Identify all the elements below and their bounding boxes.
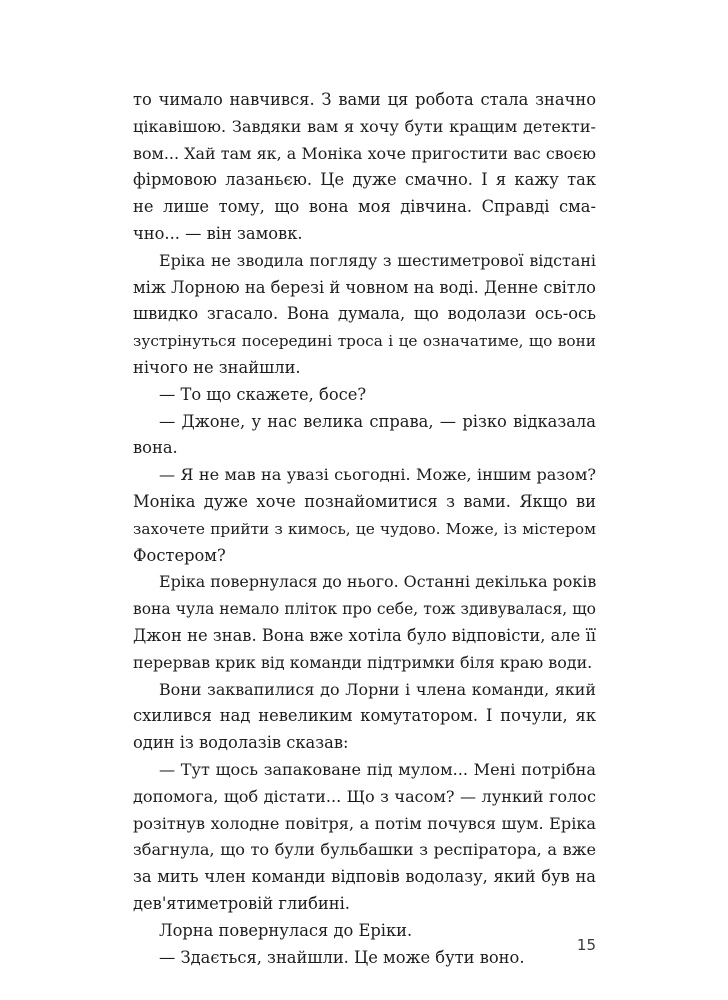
text-line: фірмовою лазаньєю. Це дуже смачно. І я кажу так — [133, 170, 596, 190]
text-line: Еріка повернулася до нього. Останні декілька років — [159, 572, 597, 592]
text-line: один із водолазів сказав: — [133, 733, 349, 753]
text-line: дев'ятиметровій глибині. — [133, 893, 350, 913]
text-line: збагнула, що то були бульбашки з респіратора, а вже — [133, 840, 596, 860]
text-line: швидко згасало. Вона думала, що водолази ось-ось — [133, 304, 596, 324]
text-line: то чимало навчився. З вами ця робота стала значно — [133, 90, 596, 109]
text-line: розітнув холодне повітря, а потім почувся шум. Еріка — [133, 813, 596, 833]
text-line: зустрінуться посередині троса і це означатиме, що вони — [133, 332, 596, 351]
text-line: вона чула немало пліток про себе, тож здивувалася, що — [133, 600, 596, 619]
text-line: Еріка не зводила погляду з шестиметрової відстані — [159, 250, 596, 270]
text-line: перервав крик від команди підтримки біля краю води. — [133, 652, 593, 672]
text-line: Джон не знав. Вона вже хотіла було відповісти, але її — [133, 625, 596, 645]
text-line: — Здається, знайшли. Це може бути воно. — [159, 947, 525, 967]
text-line: — Тут щось запаковане під мулом... Мені потрібна — [159, 759, 596, 779]
text-line: не лише тому, що вона моя дівчина. Справді сма- — [133, 197, 596, 217]
page-number: 15 — [576, 936, 596, 954]
text-line: чно... — він замовк. — [133, 223, 303, 243]
text-line: — Я не мав на увазі сьогодні. Може, іншим разом? — [159, 465, 596, 485]
text-line: за мить член команди відповів водолазу, який був на — [133, 867, 596, 887]
text-line: Моніка дуже хоче познайомитися з вами. Якщо ви — [133, 491, 596, 511]
text-line: схилився над невеликим комутатором. І почули, як — [133, 706, 596, 726]
text-line: допомога, щоб дістати... Що з часом? — лункий голос — [133, 786, 596, 806]
body-text — [133, 87, 596, 971]
text-line: цікавішою. Завдяки вам я хочу бути кращим детекти- — [133, 116, 596, 136]
text-line: між Лорною на березі й човном на воді. Денне світло — [133, 277, 596, 297]
text-line: Лорна повернулася до Еріки. — [159, 920, 413, 940]
text-line: — Джоне, у нас велика справа, — різко відказала — [159, 411, 596, 431]
text-line: Фостером? — [133, 545, 226, 565]
text-line: захочете прийти з кимось, це чудово. Може, із містером — [133, 519, 596, 538]
text-line: — То що скажете, босе? — [159, 384, 367, 404]
text-line: вона. — [133, 438, 178, 458]
text-line: вом... Хай там як, а Моніка хоче пригостити вас своєю — [133, 143, 596, 163]
text-line: нічого не знайшли. — [133, 357, 301, 377]
text-line: Вони заквапилися до Лорни і члена команди, який — [159, 679, 596, 699]
